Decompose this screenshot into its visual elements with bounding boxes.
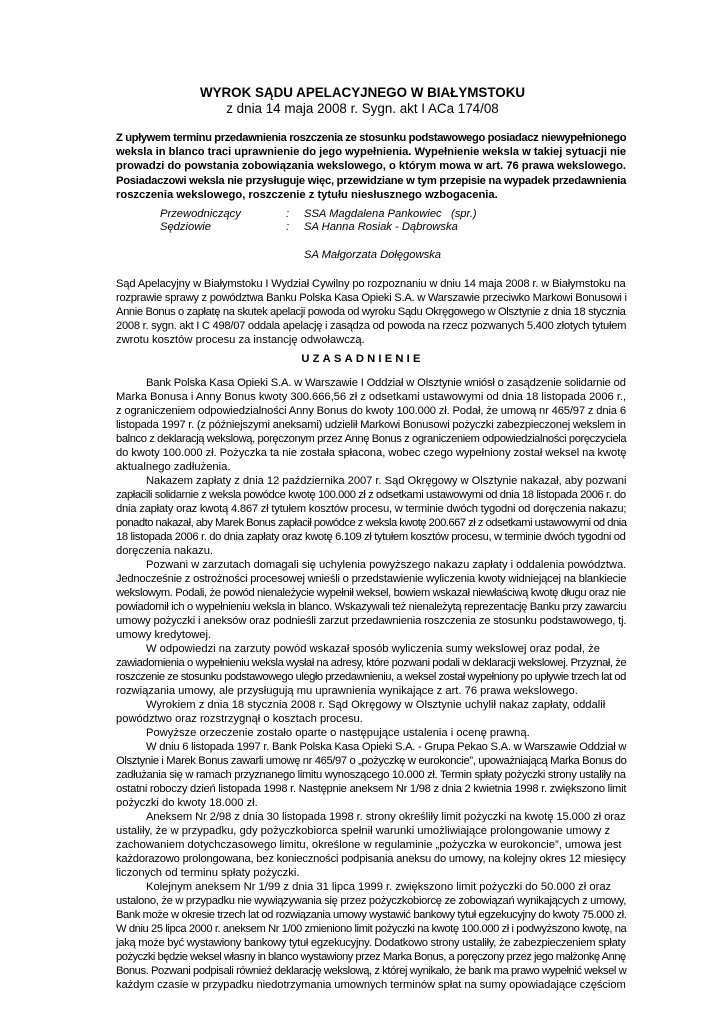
- body-line: balnco z deklaracją wekslową, poręczonym przez Annę Bonus z ograniczeniem odpowiedzialności poręczyciela: [116, 433, 627, 445]
- body-line: zachowaniem dotychczasowego limitu, określone w regulaminie „pożyczka w eurokoncie”, umowa jest: [116, 839, 622, 851]
- intro-line: Sąd Apelacyjny w Białymstoku I Wydział Cywilny po rozpoznaniu w dniu 14 maja 2008 r. w Białymstoku na: [116, 278, 626, 290]
- body-line: Olsztynie i Marek Bonus zawarli umowę nr 465/97 o „pożyczkę w eurokoncie”, upoważniającą Marka Bonus do: [116, 755, 627, 767]
- intro-line: zwrotu kosztów procesu za instancję odwoławczą.: [116, 334, 365, 346]
- body-line: umowy kredytowej.: [116, 629, 212, 641]
- thesis-line: prowadzi do powstania zobowiązania wekslowego, o którym mowa w art. 76 prawa wekslowego.: [116, 160, 627, 173]
- judgment-subtitle: z dnia 14 maja 2008 r. Sygn. akt I ACa 174/08: [226, 101, 499, 116]
- intro-paragraph: [116, 277, 626, 347]
- presiding-name: SSA Magdalena Pankowiec (spr.): [304, 208, 477, 220]
- body-line: do kwoty 100.000 zł. Pożyczka ta nie została spłacona, wobec czego wypełniony został weksel na kwotę: [116, 447, 627, 459]
- thesis-line: Posiadaczowi weksla nie przysługuje więc, przewidziane w tym przepisie na wypadek przedawnienia: [116, 174, 627, 187]
- judges-colon: :: [286, 221, 290, 233]
- bench-judges-row: [160, 220, 458, 234]
- body-line: zadłużania się w ramach przyznanego limitu wynoszącego 10.000 zł. Termin spłaty pożyczki strony ustaliły na: [116, 769, 626, 781]
- body-line: W dniu 6 listopada 1997 r. Bank Polska Kasa Opieki S.A. - Grupa Pekao S.A. w Warszawie Oddział w: [146, 741, 627, 753]
- body-line: roszczenie ze stosunku podstawowego uległo przedawnieniu, a weksel został wypełniony po upływie trzech lat od: [116, 671, 626, 683]
- body-line: powództwo oraz rozstrzygnął o kosztach procesu.: [116, 713, 363, 725]
- presiding-colon: :: [286, 208, 290, 220]
- body-line: każdym czasie w przypadku niedotrzymania umownych terminów spłat na sumy opowiadające częściom: [116, 979, 626, 991]
- body-line: rozwiązania umowy, ale przysługują mu uprawnienia wynikające z art. 76 prawa wekslowego.: [116, 685, 578, 697]
- justification-body: [116, 376, 626, 992]
- section-heading: UZASADNIENIE: [301, 353, 424, 365]
- body-line: Aneksem Nr 2/98 z dnia 30 listopada 1998 r. strony określiły limit pożyczki na kwotę 15.000 zł oraz: [146, 811, 626, 823]
- judgment-title: WYROK SĄDU APELACYJNEGO W BIAŁYMSTOKU: [199, 85, 526, 100]
- presiding-role: Przewodniczący: [160, 208, 241, 220]
- thesis-paragraph: [116, 131, 626, 202]
- body-line: W odpowiedzi na zarzuty powód wskazał sposób wyliczenia sumy wekslowej oraz podał, że: [146, 643, 600, 655]
- intro-line: Annie Bonus o zapłatę na skutek apelacji powoda od wyroku Sądu Okręgowego w Olsztynie z dnia 18 stycznia: [116, 306, 626, 318]
- body-line: zapłacili solidarnie z weksla powódce kwotę 100.000 zł z odsetkami ustawowymi od dnia 18 listopada 2006 r. do: [116, 489, 626, 501]
- body-line: powiadomił ich o wypełnieniu weksla in blanco. Wskazywali też nienależytą reprezentację Banku przy zawarciu: [116, 601, 627, 613]
- body-line: Marka Bonusa i Anny Bonus kwoty 300.666,56 zł z odsetkami ustawowymi od dnia 18 listopada 2006 r.,: [116, 391, 627, 403]
- body-line: doręczenia nakazu.: [116, 545, 214, 557]
- body-line: ponadto nakazał, aby Marek Bonus zapłacił powódce z weksla kwotę 200.667 zł z odsetkami ustawowymi od dnia: [116, 517, 627, 529]
- body-line: zawiadomienia o wypełnieniu weksla wysłał na adresy, które pozwani podali w deklaracji wekslowej. Przyznał, że: [116, 657, 627, 669]
- body-line: W dniu 25 lipca 2000 r. aneksem Nr 1/00 zmieniono limit pożyczki na kwotę 100.000 zł i podwyższono kwotę, na: [116, 923, 627, 935]
- body-line: Jednocześnie z ostrożności procesowej wnieśli o przedstawienie wyliczenia kwoty widniejącej na blankiecie: [116, 573, 627, 585]
- body-line: Bonus. Pozwani podpisali również deklarację wekslową, z której wynikało, że bank ma prawo wypełnić weksel w: [116, 965, 627, 977]
- judge-name-2: SA Małgorzata Dołęgowska: [304, 249, 442, 261]
- body-line: Kolejnym aneksem Nr 1/99 z dnia 31 lipca 1999 r. zwiększono limit pożyczki do 50.000 zł oraz: [146, 881, 612, 893]
- body-line: Nakazem zapłaty z dnia 12 października 2007 r. Sąd Okręgowy w Olsztynie nakazał, aby pozwani: [146, 475, 627, 487]
- body-line: pożyczki do kwoty 18.000 zł.: [116, 797, 258, 809]
- body-line: aktualnego zadłużenia.: [116, 461, 231, 473]
- body-line: ustalono, że w przypadku nie wywiązywania się przez pożyczkobiorcę ze zobowiązań wynikających z umowy,: [116, 895, 627, 907]
- body-line: ostatni roboczy dzień listopada 1998 r. Następnie aneksem Nr 1/98 z dnia 2 kwietnia 1998 r. zwiększono limit: [116, 783, 627, 795]
- judges-role: Sędziowie: [160, 221, 211, 233]
- body-line: Bank może w okresie trzech lat od rozwiązania umowy wystawić bankowy tytuł egzekucyjny do kwoty 75.000 zł.: [116, 909, 627, 921]
- thesis-line: Z upływem terminu przedawnienia roszczenia ze stosunku podstawowego posiadacz niewypełnionego: [116, 132, 627, 144]
- bench-presiding-row: [160, 207, 477, 221]
- body-line: z ograniczeniem odpowiedzialności Anny Bonus do kwoty 100.000 zł. Podał, że umową nr 465/97 z dnia 6: [116, 405, 626, 417]
- body-line: dnia zapłaty oraz kwotą 4.867 zł tytułem kosztów procesu, w terminie dwóch tygodni od doręczenia nakazu;: [116, 503, 627, 515]
- body-line: Powyższe orzeczenie zostało oparte o następujące ustalenia i ocenę prawną.: [146, 727, 530, 739]
- judge-name: SA Hanna Rosiak - Dąbrowska: [304, 221, 458, 233]
- body-line: pożyczki będzie weksel własny in blanco wystawiony przez Marka Bonus, a poręczony przez jego małżonkę Annę: [116, 951, 626, 963]
- body-line: Wyrokiem z dnia 18 stycznia 2008 r. Sąd Okręgowy w Olsztynie uchylił nakaz zapłaty, oddalił: [146, 699, 606, 711]
- body-line: ustaliły, że w przypadku, gdy pożyczkobiorca spełnił warunki umożliwiające prolongowanie umowy z: [116, 825, 611, 837]
- body-line: Bank Polska Kasa Opieki S.A. w Warszawie I Oddział w Olsztynie wniósł o zasądzenie solidarnie od: [146, 377, 626, 389]
- body-line: liczonych od terminu spłaty pożyczki.: [116, 867, 300, 879]
- body-line: każdorazowo prolongowana, bez konieczności podpisania aneksu do umowy, na kolejny okres 12 miesięcy: [116, 853, 626, 865]
- body-line: umowy pożyczki i aneksów oraz podnieśli zarzut przedawnienia roszczenia ze stosunku podstawowego, tj.: [116, 615, 627, 627]
- body-line: 18 listopada 2006 r. do dnia zapłaty oraz kwotę 6.109 zł tytułem kosztów procesu, w terminie dwóch tygodni od: [116, 531, 626, 543]
- thesis-line: roszczenia wekslowego, roszczenie z tytułu niesłusznego wzbogacenia.: [116, 188, 498, 201]
- body-line: listopada 1997 r. (z późniejszymi aneksami) udzielił Markowi Bonusowi pożyczki zabezpieczonej wekslem in: [116, 419, 626, 431]
- body-line: Pozwani w zarzutach domagali się uchylenia powyższego nakazu zapłaty i oddalenia powództwa.: [146, 559, 627, 571]
- thesis-line: weksla in blanco traci uprawnienie do jego wypełnienia. Wypełnienie weksla w takiej sytuacji nie: [116, 146, 627, 159]
- intro-line: 2008 r. sygn. akt I C 498/07 oddala apelację i zasądza od powoda na rzecz pozwanych 5.400 złotych tytułem: [116, 320, 627, 332]
- intro-line: rozprawie sprawy z powództwa Banku Polska Kasa Opieki S.A. w Warszawie przeciwko Markowi Bonusowi i: [116, 292, 627, 304]
- body-line: wekslowym. Podali, że powód nienależycie wypełnił weksel, bowiem wskazał niewłaściwą kwotę długu oraz nie: [116, 587, 626, 599]
- body-line: jaką może być wystawiony bankowy tytuł egzekucyjny. Dodatkowo strony ustaliły, że zabezpieczeniem spłaty: [116, 937, 626, 949]
